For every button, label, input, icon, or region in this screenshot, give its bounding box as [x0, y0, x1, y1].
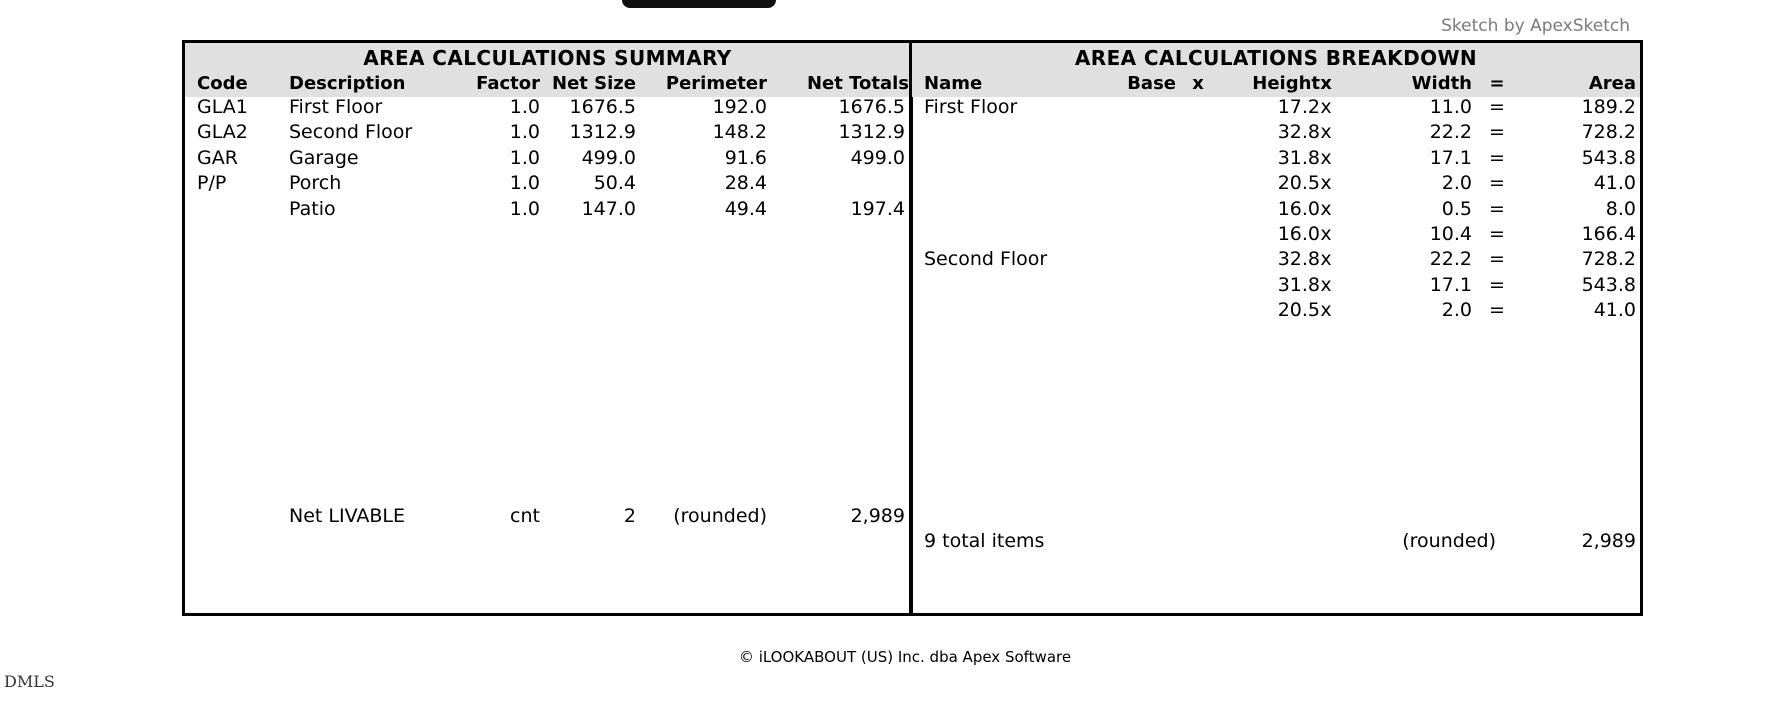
summary-description: Porch — [289, 172, 342, 195]
summary-perimeter: 91.6 — [724, 146, 767, 169]
col-header-name: Name — [924, 73, 983, 94]
summary-title: AREA CALCULATIONS SUMMARY — [363, 46, 732, 70]
breakdown-rounded-label: (rounded) — [1402, 530, 1496, 552]
col-header-net-totals: Net Totals — [806, 73, 909, 94]
summary-perimeter: 49.4 — [724, 197, 767, 220]
summary-description: Patio — [289, 197, 336, 220]
breakdown-width: 10.4 — [1429, 223, 1472, 245]
breakdown-total-label: 9 total items — [924, 530, 1045, 552]
breakdown-height: 31.8 — [1277, 146, 1320, 169]
breakdown-times: x — [1320, 96, 1332, 118]
summary-description: Second Floor — [289, 121, 413, 144]
breakdown-width: 2.0 — [1441, 172, 1472, 195]
breakdown-width: 17.1 — [1429, 146, 1472, 169]
breakdown-height: 17.2 — [1277, 96, 1320, 118]
breakdown-equals: = — [1489, 248, 1505, 271]
summary-factor: 1.0 — [509, 96, 540, 118]
breakdown-area: 41.0 — [1593, 172, 1636, 195]
breakdown-width: 17.1 — [1429, 273, 1472, 296]
summary-factor: 1.0 — [509, 121, 540, 144]
col-header-factor: Factor — [476, 73, 540, 94]
breakdown-name: Second Floor — [924, 248, 1048, 271]
breakdown-height: 32.8 — [1277, 121, 1320, 144]
summary-net-total: 197.4 — [850, 197, 905, 220]
summary-description: Garage — [289, 146, 359, 169]
breakdown-area: 728.2 — [1581, 121, 1636, 144]
summary-net-size: 499.0 — [581, 146, 636, 169]
breakdown-width: 22.2 — [1429, 121, 1472, 144]
summary-net-total: 1312.9 — [838, 121, 905, 144]
summary-code: GLA2 — [197, 121, 248, 144]
breakdown-width: 22.2 — [1429, 248, 1472, 271]
col-header-code: Code — [197, 73, 248, 94]
col-header-height: Height — [1252, 73, 1320, 94]
breakdown-times: x — [1320, 273, 1332, 296]
breakdown-times: x — [1320, 223, 1332, 245]
col-header-perimeter: Perimeter — [665, 73, 767, 94]
col-header-base: Base — [1127, 73, 1176, 94]
col-header-area: Area — [1588, 73, 1636, 94]
breakdown-times: x — [1320, 121, 1332, 144]
summary-factor: 1.0 — [509, 146, 540, 169]
summary-factor: 1.0 — [509, 172, 540, 195]
summary-code: GAR — [197, 146, 238, 169]
col-header-x2: x — [1320, 73, 1332, 94]
breakdown-height: 31.8 — [1277, 273, 1320, 296]
summary-net-total: 1676.5 — [838, 96, 905, 118]
breakdown-area: 166.4 — [1581, 223, 1636, 245]
breakdown-height: 16.0 — [1277, 223, 1320, 245]
breakdown-area: 543.8 — [1581, 146, 1636, 169]
breakdown-area: 8.0 — [1605, 197, 1636, 220]
summary-net-size: 50.4 — [593, 172, 636, 195]
top-bar-tab — [622, 0, 776, 8]
summary-perimeter: 28.4 — [724, 172, 767, 195]
summary-net-size: 1676.5 — [569, 96, 636, 118]
breakdown-width: 0.5 — [1441, 197, 1472, 220]
breakdown-equals: = — [1489, 273, 1505, 296]
breakdown-equals: = — [1489, 172, 1505, 195]
breakdown-width: 11.0 — [1429, 96, 1472, 118]
area-breakdown-panel — [909, 40, 1643, 616]
area-summary-panel — [182, 40, 913, 616]
breakdown-name: First Floor — [924, 96, 1018, 118]
summary-net-size: 147.0 — [581, 197, 636, 220]
breakdown-height: 20.5 — [1277, 172, 1320, 195]
breakdown-equals: = — [1489, 121, 1505, 144]
breakdown-area: 41.0 — [1593, 299, 1636, 322]
breakdown-height: 20.5 — [1277, 299, 1320, 322]
col-header-net-size: Net Size — [552, 73, 636, 94]
net-livable-rounded-label: (rounded) — [673, 505, 767, 527]
breakdown-height: 32.8 — [1277, 248, 1320, 271]
breakdown-height: 16.0 — [1277, 197, 1320, 220]
breakdown-equals: = — [1489, 146, 1505, 169]
summary-code: P/P — [197, 172, 227, 195]
summary-factor: 1.0 — [509, 197, 540, 220]
net-livable-label: Net LIVABLE — [289, 505, 405, 527]
col-header-x1: x — [1192, 73, 1204, 94]
net-livable-cnt-label: cnt — [510, 505, 540, 527]
breakdown-times: x — [1320, 172, 1332, 195]
col-header-width: Width — [1411, 73, 1472, 94]
breakdown-times: x — [1320, 299, 1332, 322]
breakdown-equals: = — [1489, 223, 1505, 245]
dmls-watermark: DMLS — [4, 672, 55, 691]
breakdown-width: 2.0 — [1441, 299, 1472, 322]
breakdown-times: x — [1320, 197, 1332, 220]
summary-code: GLA1 — [197, 96, 248, 118]
col-header-eq: = — [1489, 73, 1505, 94]
sketch-credit: Sketch by ApexSketch — [1441, 16, 1630, 36]
breakdown-area: 189.2 — [1581, 96, 1636, 118]
col-header-description: Description — [289, 73, 406, 94]
breakdown-title: AREA CALCULATIONS BREAKDOWN — [1074, 46, 1478, 70]
breakdown-area: 543.8 — [1581, 273, 1636, 296]
net-livable-total: 2,989 — [850, 505, 905, 527]
breakdown-times: x — [1320, 248, 1332, 271]
breakdown-times: x — [1320, 146, 1332, 169]
breakdown-equals: = — [1489, 96, 1505, 118]
summary-perimeter: 192.0 — [712, 96, 767, 118]
breakdown-equals: = — [1489, 299, 1505, 322]
net-livable-cnt: 2 — [623, 505, 636, 527]
summary-description: First Floor — [289, 96, 383, 118]
breakdown-area: 728.2 — [1581, 248, 1636, 271]
summary-net-total: 499.0 — [850, 146, 905, 169]
summary-perimeter: 148.2 — [712, 121, 767, 144]
breakdown-equals: = — [1489, 197, 1505, 220]
copyright-footer: © iLOOKABOUT (US) Inc. dba Apex Software — [738, 648, 1072, 666]
breakdown-total-value: 2,989 — [1581, 530, 1636, 552]
summary-net-size: 1312.9 — [569, 121, 636, 144]
